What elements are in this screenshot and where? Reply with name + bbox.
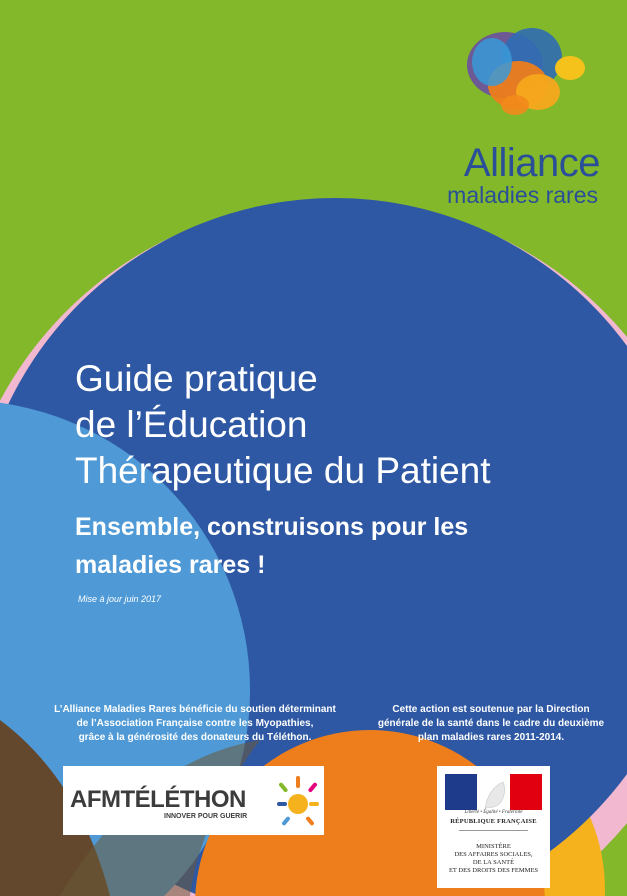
guide-subtitle [75, 508, 468, 584]
support-right-line-1: Cette action est soutenue par la Direction [392, 704, 590, 715]
afm-support-text [10, 703, 380, 745]
subtitle-line-1: Ensemble, construisons pour les [75, 513, 469, 541]
subtitle-line-2: maladies rares ! [75, 551, 266, 579]
alliance-wordmark: Alliance [463, 141, 600, 185]
ministry-line-3: DE LA SANTÉ [472, 859, 515, 866]
republic-motto: Liberté • Égalité • Fraternité [464, 810, 523, 815]
title-line-2: de l’Éducation [75, 404, 308, 445]
afm-sun-icon [276, 772, 320, 830]
republique-francaise-logo [437, 766, 550, 888]
support-right-line-3: plan maladies rares 2011-2014. [417, 732, 565, 743]
alliance-bubbles-icon [420, 20, 620, 130]
ministry-line-1: MINISTÈRE [476, 843, 511, 850]
afm-tagline: INNOVER POUR GUERIR [164, 813, 248, 820]
ministry-line-2: DES AFFAIRES SOCIALES, [454, 851, 533, 858]
guide-title [75, 356, 491, 494]
divider [459, 830, 528, 831]
afm-telethon-logo [63, 766, 324, 835]
dgs-support-text [355, 703, 627, 745]
alliance-subtitle: maladies rares [447, 182, 598, 208]
update-note: Mise à jour juin 2017 [78, 594, 162, 604]
ministry-name [437, 843, 550, 875]
alliance-logo [420, 20, 620, 208]
afm-wordmark: AFMTÉLÉTHON [70, 786, 246, 813]
support-left-line-2: de l’Association Française contre les Myopathies, [76, 718, 314, 729]
marianne-flag-icon [445, 774, 542, 810]
title-line-1: Guide pratique [75, 358, 318, 399]
support-left-line-3: grâce à la générosité des donateurs du Téléthon. [78, 732, 312, 743]
ministry-line-4: ET DES DROITS DES FEMMES [448, 867, 539, 874]
support-right-line-2: générale de la santé dans le cadre du deuxième [377, 718, 605, 729]
republic-name: RÉPUBLIQUE FRANÇAISE [450, 818, 537, 825]
support-left-line-1: L’Alliance Maladies Rares bénéficie du soutien déterminant [54, 704, 336, 715]
title-line-3: Thérapeutique du Patient [75, 450, 491, 491]
